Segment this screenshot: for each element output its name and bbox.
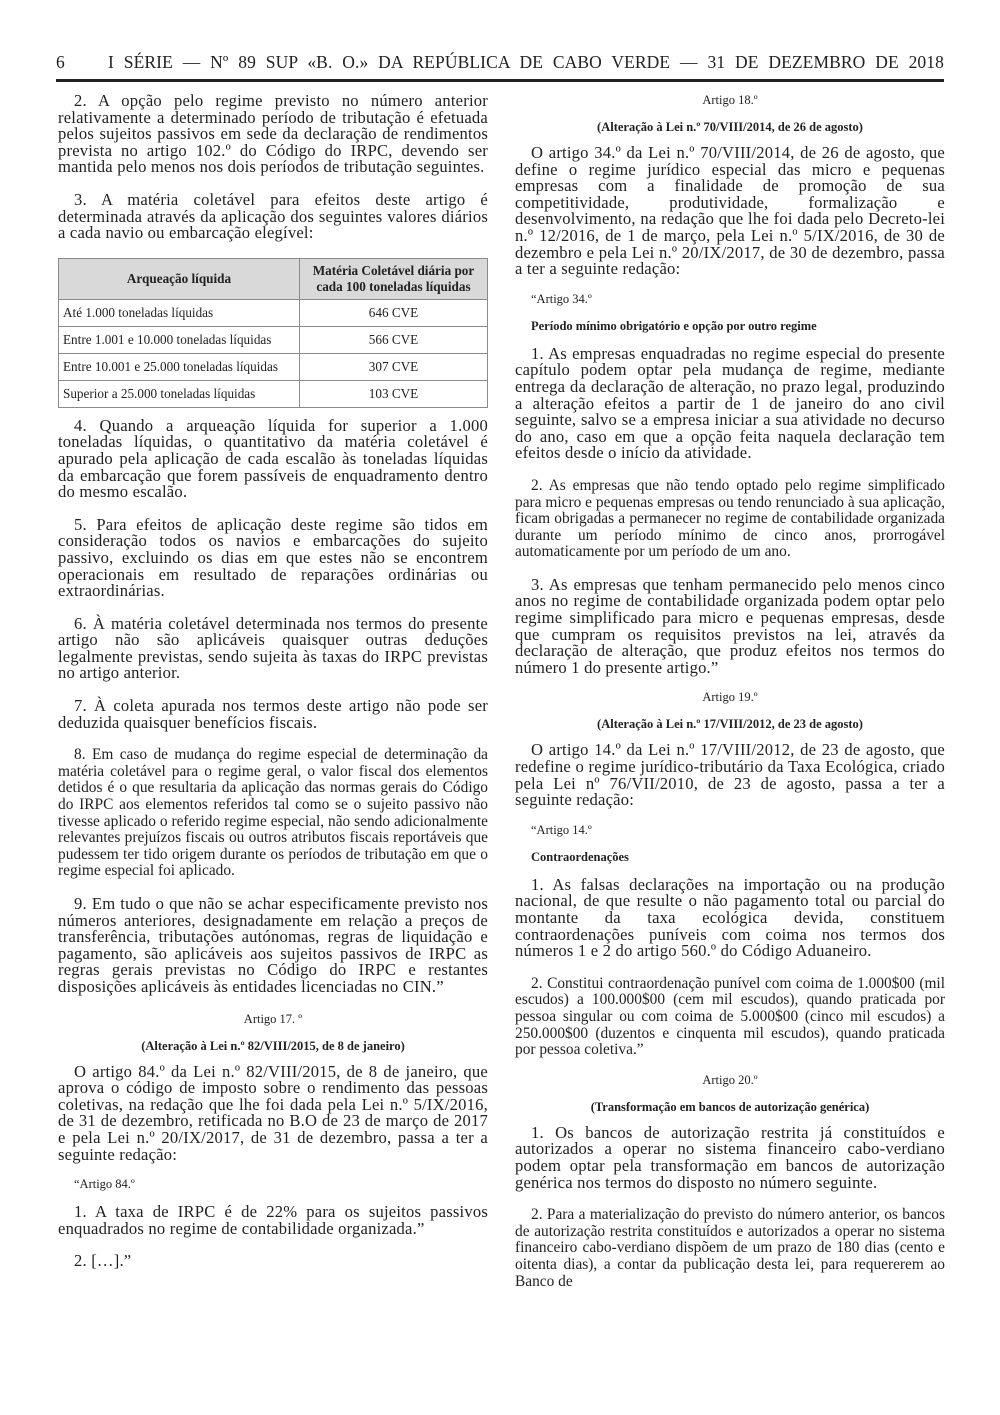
left-column	[58, 93, 488, 1270]
header-rule	[56, 79, 944, 82]
article-14-heading: Contraordenações	[531, 849, 629, 864]
article-84-quote-title: “Artigo 84.º	[74, 1177, 135, 1192]
article-18-title: Artigo 18.º	[702, 93, 758, 107]
table-cell-value: 103 CVE	[300, 380, 488, 407]
table-cell-tonnage: Superior a 25.000 toneladas líquidas	[59, 380, 300, 407]
article-18-subtitle: (Alteração à Lei n.º 70/VIII/2014, de 26 de agosto)	[597, 120, 863, 134]
table-row	[59, 353, 488, 380]
article-84-paragraph-2: 2. […].”	[74, 1251, 132, 1271]
table-header-tonnage: Arqueação líquida	[59, 258, 300, 299]
paragraph-7: 7. À coleta apurada nos termos deste artigo não pode ser deduzida quaisquer benefícios fiscais.	[58, 696, 488, 732]
article-34-paragraph-1: 1. As empresas enquadradas no regime especial do presente capítulo podem optar pela mudança de regime, mediante entrega da declaração de alteração, no prazo legal, produzindo a alteração efeitos a partir de 1 de janeiro do ano civil seguinte, salvo se a empresa iniciar a sua atividade no decurso do ano, caso em que a opção feita naquela declaração tem efeitos desde o início da atividade.	[515, 343, 945, 463]
paragraph-8: 8. Em caso de mudança do regime especial de determinação da matéria coletável para o regime geral, o valor fiscal dos elementos detidos é o que resultaria da aplicação das normas gerais do Código do IRPC aos elementos referidos tal como se o sujeito passivo não tivesse aplicado o referido regime especial, não sendo adicionalmente relevantes prejuízos fiscais ou outros atributos fiscais reportáveis que pudessem ter tido origem durante os períodos de tributação em que o regime especial foi aplicado.	[58, 746, 488, 880]
article-14-quote-title: “Artigo 14.º	[531, 822, 592, 837]
article-17-subtitle: (Alteração à Lei n.º 82/VIII/2015, de 8 de janeiro)	[141, 1038, 405, 1053]
article-20-paragraph-2: 2. Para a materialização do previsto do número anterior, os bancos de autorização restrita constituídos e autorizados a operar no sistema financeiro cabo-verdiano dispõem de um prazo de 180 dias (cento e oitenta dias), a contar da publicação desta lei, para requererem ao Banco de	[515, 1206, 945, 1290]
article-17-title: Artigo 17. º	[243, 1011, 303, 1026]
article-19-subtitle: (Alteração à Lei n.º 17/VIII/2012, de 23 de agosto)	[597, 717, 863, 732]
table-row	[59, 380, 488, 407]
article-14-paragraph-1: 1. As falsas declarações na importação ou na produção nacional, de que resulte o não pagamento total ou parcial do montante da taxa ecológica devida, constituem contraordenações puníveis com coima nos termos dos números 1 e 2 do artigo 560.º do Código Aduaneiro.	[515, 874, 945, 961]
table-cell-tonnage: Entre 1.001 e 10.000 toneladas líquidas	[59, 326, 300, 353]
right-column	[515, 93, 945, 1290]
table-cell-value: 566 CVE	[300, 326, 488, 353]
article-20-subtitle: (Transformação em bancos de autorização genérica)	[590, 1099, 870, 1114]
table-row	[59, 326, 488, 353]
page-number: 6	[56, 52, 65, 72]
article-14-paragraph-2: 2. Constitui contraordenação punível com coima de 1.000$00 (mil escudos) a 100.000$00 (cem mil escudos), quando praticada por pessoa singular ou com coima de 5.000$00 (cinco mil escudos) a 250.000$00 (duzentos e cinquenta mil escudos), quando praticada por pessoa coletiva.”	[515, 974, 945, 1059]
publication-title: I SÉRIE — Nº 89 SUP «B. O.» DA REPÚBLICA DE CABO VERDE — 31 DE DEZEMBRO DE 2018	[108, 52, 944, 72]
paragraph-9: 9. Em tudo o que não se achar especificamente previsto nos números anteriores, designadamente em relação a preços de transferência, tributações autónomas, regras de liquidação e pagamento, são aplicáveis aos sujeitos passivos de IRPC as regras gerais previstas no Código do IRPC e restantes disposições aplicáveis às entidades licenciadas no CIN.”	[58, 894, 488, 996]
table-cell-tonnage: Até 1.000 toneladas líquidas	[59, 299, 300, 326]
table-row	[59, 299, 488, 326]
article-17-body: O artigo 84.º da Lei n.º 82/VIII/2015, de 8 de janeiro, que aprova o código de imposto sobre o rendimento das pessoas coletivas, na redação que lhe foi dada pela Lei n.º 5/IX/2016, de 31 de dezembro, retificada no B.O de 23 de março de 2017 e pela Lei n.º 20/IX/2017, de 31 de dezembro, passa a ter a seguinte redação:	[58, 1061, 488, 1164]
article-20-title: Artigo 20.º	[702, 1072, 758, 1087]
table-cell-tonnage: Entre 10.001 e 25.000 toneladas líquidas	[59, 353, 300, 380]
paragraph-4: 4. Quando a arqueação líquida for superior a 1.000 toneladas líquidas, o quantitativo da matéria coletável é apurado pela aplicação de cada escalão às toneladas líquidas da embarcação que forem passíveis de enquadramento dentro do mesmo escalão.	[58, 415, 488, 502]
article-19-title: Artigo 19.º	[702, 690, 758, 705]
table-cell-value: 307 CVE	[300, 353, 488, 380]
article-18-body: O artigo 34.º da Lei n.º 70/VIII/2014, de 26 de agosto, que define o regime jurídico especial das micro e pequenas empresas com a finalidade de promoção de sua competitividade, produtividade, formalização e desenvolvimento, na redação que lhe foi dada pelo Decreto-lei n.º 12/2016, de 1 de março, pela Lei n.º 5/IX/2016, de 30 de dezembro e pela Lei n.º 20/IX/2017, de 30 de dezembro, passa a ter a seguinte redação:	[515, 143, 945, 279]
paragraph-6: 6. À matéria coletável determinada nos termos do presente artigo não são aplicáveis quaisquer outras deduções legalmente previstas, sendo sujeita às taxas do IRPC previstas no artigo anterior.	[58, 613, 488, 683]
article-34-quote-title: “Artigo 34.º	[531, 291, 592, 306]
article-34-paragraph-3: 3. As empresas que tenham permanecido pelo menos cinco anos no regime de contabilidade organizada podem optar pelo regime simplificado para micro e pequenas empresas, desde que cumpram os requisitos previstos na lei, através da declaração de alteração, que produz efeitos nos termos do número 1 do presente artigo.”	[515, 574, 945, 677]
paragraph-5: 5. Para efeitos de aplicação deste regime são tidos em consideração todos os navios e embarcações do sujeito passivo, excluindo os dias em que estes não se encontrem operacionais em resultado de reparações ordinárias ou extraordinárias.	[58, 514, 488, 601]
table-header-row	[59, 258, 488, 299]
article-19-body: O artigo 14.º da Lei n.º 17/VIII/2012, de 23 de agosto, que redefine o regime jurídico-tributário da Taxa Ecológica, criado pela Lei nº 76/VII/2010, de 23 de agosto, passa a ter a seguinte redação:	[515, 740, 945, 810]
paragraph-2: 2. A opção pelo regime previsto no número anterior relativamente a determinado período de tributação é efetuada pelos sujeitos passivos em sede da declaração de rendimentos prevista no artigo 102.º do Código do IRPC, devendo ser mantida pelo menos nos dois períodos de tributação seguintes.	[58, 91, 488, 177]
paragraph-3: 3. A matéria coletável para efeitos deste artigo é determinada através da aplicação dos seguintes valores diários a cada navio ou embarcação elegível:	[58, 189, 488, 243]
table-header-taxable: Matéria Coletável diária por cada 100 toneladas líquidas	[300, 258, 488, 299]
article-20-paragraph-1: 1. Os bancos de autorização restrita já constituídos e autorizados a operar no sistema financeiro cabo-verdiano podem optar pela transformação em bancos de autorização genérica nos termos do disposto no número seguinte.	[515, 1122, 945, 1192]
page-header	[56, 52, 944, 76]
table-cell-value: 646 CVE	[300, 299, 488, 326]
article-34-heading: Período mínimo obrigatório e opção por outro regime	[531, 318, 817, 333]
article-84-paragraph-1: 1. A taxa de IRPC é de 22% para os sujeitos passivos enquadrados no regime de contabilidade organizada.”	[58, 1202, 488, 1238]
article-34-paragraph-2: 2. As empresas que não tendo optado pelo regime simplificado para micro e pequenas empresas ou tendo renunciado à sua aplicação, ficam obrigadas a permanecer no regime de contabilidade organizada durante um período mínimo de cinco anos, prorrogável automaticamente por um período de um ano.	[515, 476, 945, 561]
tonnage-table	[58, 258, 488, 408]
